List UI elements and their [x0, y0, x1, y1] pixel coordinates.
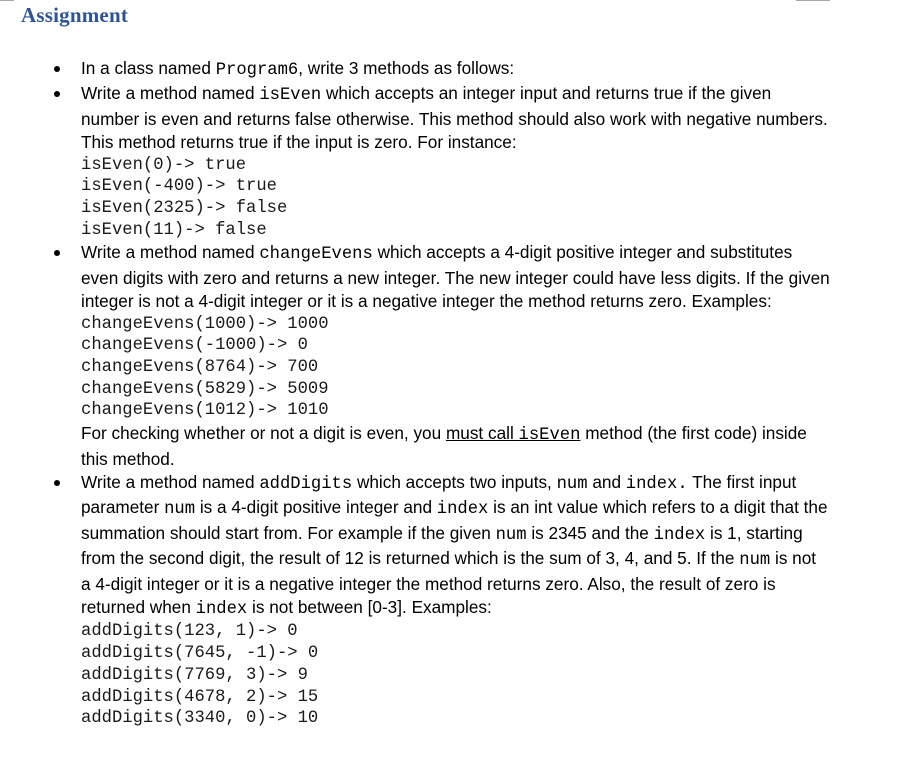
code-example: changeEvens(8764)-> 700 [81, 358, 319, 378]
text: is an int value which refers to a digit that the summation should start from. For example if the given [81, 497, 828, 543]
bullet-icon [54, 250, 60, 256]
code-method-adddigits: addDigits [259, 474, 353, 494]
text: is a 4-digit positive integer and [195, 497, 437, 518]
list-item-changeevens [0, 241, 830, 471]
code-num: num [495, 525, 527, 545]
code-method-iseven-ref: isEven [518, 426, 581, 446]
code-method-changeevens: changeEvens [259, 245, 373, 265]
list-item-adddigits [0, 471, 830, 730]
code-num: num [164, 500, 196, 520]
note-paragraph [81, 422, 830, 471]
text: For checking whether or not a digit is even, you [81, 423, 446, 444]
text: Write a method named [81, 471, 260, 492]
code-example: changeEvens(5829)-> 5009 [81, 379, 329, 399]
text: The first input parameter [81, 471, 797, 518]
code-example: addDigits(7645, -1)-> 0 [81, 644, 319, 664]
text: In a class named [81, 58, 216, 78]
text: Write a method named [81, 83, 260, 104]
text: is 1, starting from the second digit, the result of 12 is returned which is the sum of 3, 4, and 5. If the [81, 522, 803, 569]
code-index: index [195, 600, 248, 620]
text: method (the first code) inside this method. [81, 423, 807, 469]
code-example: addDigits(123, 1)-> 0 [81, 622, 298, 642]
top-rule-left [0, 0, 14, 1]
code-index: index [436, 500, 489, 520]
page-title: Assignment [21, 3, 129, 27]
text: Write a method named [81, 242, 260, 263]
code-example: changeEvens(1000)-> 1000 [81, 314, 329, 334]
top-rule-right [796, 0, 830, 1]
code-example: addDigits(3340, 0)-> 10 [81, 709, 319, 729]
assignment-list [0, 57, 830, 730]
text: is 2345 and the [526, 522, 654, 543]
text: which accepts a 4-digit positive integer and substitutes even digits with zero and returns a new integer. The new integer could have less digits. If the given integer is not a 4-digit integer or it is a negative integer the method returns zero. Examples: [81, 242, 830, 312]
text: is not a 4-digit integer or it is a negative integer the method returns zero. Also, the result of zero is returned when [81, 548, 817, 618]
text: and [587, 471, 626, 492]
code-index: index [653, 525, 706, 545]
code-example: changeEvens(1012)-> 1010 [81, 401, 329, 421]
text: which accepts two inputs, [352, 471, 557, 492]
code-num: num [739, 551, 771, 571]
code-example: addDigits(4678, 2)-> 15 [81, 687, 319, 707]
text: which accepts an integer input and returns true if the given number is even and returns false otherwise. This method should also work with negative numbers. This method returns true if the input is zero. For instance: [81, 83, 828, 153]
bullet-icon [54, 66, 60, 72]
text: is not between [0-3]. Examples: [247, 597, 492, 618]
list-item-class [0, 57, 830, 82]
code-example: isEven(2325)-> false [81, 199, 288, 219]
code-index: index. [625, 474, 688, 494]
list-item-iseven [0, 82, 830, 241]
code-example: addDigits(7769, 3)-> 9 [81, 665, 308, 685]
code-class-name: Program6 [215, 61, 299, 80]
code-example: changeEvens(-1000)-> 0 [81, 336, 308, 356]
text: , write 3 methods as follows: [298, 58, 515, 78]
code-example: isEven(0)-> true [81, 155, 247, 175]
underlined-text: must call [445, 423, 519, 444]
code-example: isEven(-400)-> true [81, 177, 277, 197]
bullet-icon [54, 91, 60, 97]
code-num: num [556, 474, 588, 494]
code-example: isEven(11)-> false [81, 220, 267, 240]
bullet-icon [54, 480, 60, 486]
code-method-iseven: isEven [259, 86, 322, 106]
